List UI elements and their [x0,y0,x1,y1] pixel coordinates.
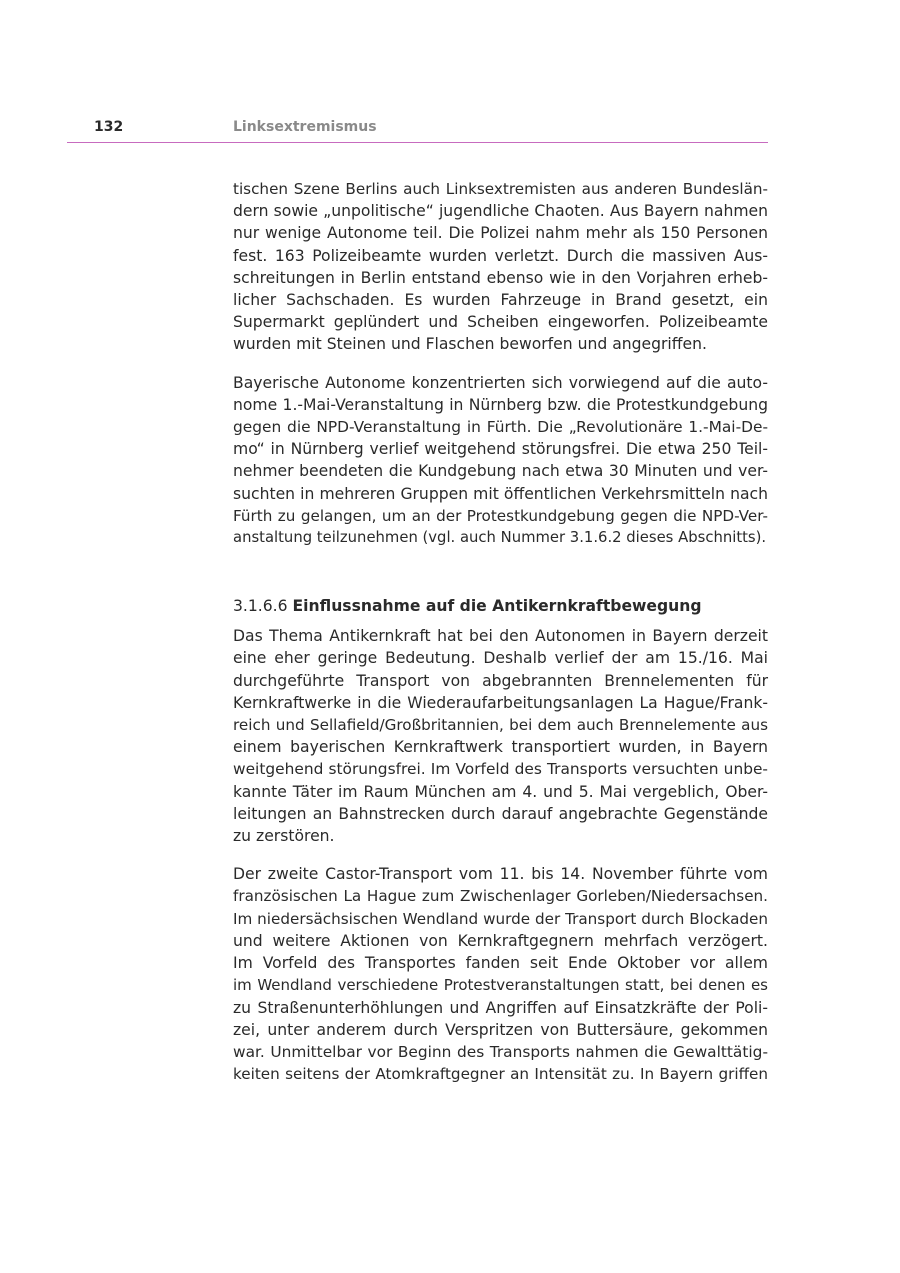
running-title: Linksextremismus [233,119,377,135]
paragraph-1 [233,178,768,356]
text-line: Bayerische Autonome konzentrierten sich vorwiegend auf die auto- [233,373,768,392]
text-line: keiten seitens der Atomkraftgegner an Intensität zu. In Bayern griffen [233,1065,768,1084]
text-line: durchgeführte Transport von abgebrannten Brennelementen für [233,671,768,690]
paragraph-4 [233,863,768,1085]
text-line: eine eher geringe Bedeutung. Deshalb verlief der am 15./16. Mai [233,649,768,668]
text-line: tischen Szene Berlins auch Linksextremisten aus anderen Bundeslän- [233,180,768,198]
text-line: mo“ in Nürnberg verlief weitgehend störungsfrei. Die etwa 250 Teil- [233,440,768,459]
text-line: Das Thema Antikernkraft hat bei den Autonomen in Bayern derzeit [233,627,768,646]
text-line: nur wenige Autonome teil. Die Polizei nahm mehr als 150 Personen [233,224,768,243]
text-line: einem bayerischen Kernkraftwerk transportiert wurden, in Bayern [233,738,768,757]
text-line: nehmer beendeten die Kundgebung nach etwa 30 Minuten und ver- [233,462,768,481]
text-line: licher Sachschaden. Es wurden Fahrzeuge in Brand gesetzt, ein [233,291,768,310]
text-line: und weitere Aktionen von Kernkraftgegnern mehrfach verzögert. [233,931,768,950]
text-line: Fürth zu gelangen, um an der Protestkundgebung gegen die NPD-Ver- [233,506,768,525]
text-line: nome 1.-Mai-Veranstaltung in Nürnberg bzw. die Protestkundgebung [233,395,768,414]
text-line: leitungen an Bahnstrecken durch darauf angebrachte Gegenstände [233,804,768,823]
text-line: Supermarkt geplündert und Scheiben eingeworfen. Polizeibeamte [233,313,768,332]
text-line: zu zerstören. [233,827,335,846]
text-line: kannte Täter im Raum München am 4. und 5. Mai vergeblich, Ober- [233,782,768,801]
text-line: Im niedersächsischen Wendland wurde der Transport durch Blockaden [233,909,768,928]
text-line: im Wendland verschiedene Protestveranstaltungen statt, bei denen es [233,976,768,995]
text-line: war. Unmittelbar vor Beginn des Transports nahmen die Gewalttätig- [233,1042,768,1061]
paragraph-2 [233,372,768,550]
text-line: französischen La Hague zum Zwischenlager Gorleben/Niedersachsen. [233,887,768,906]
text-line: anstaltung teilzunehmen (vgl. auch Nummer 3.1.6.2 dieses Abschnitts). [233,529,767,547]
text-line: gegen die NPD-Veranstaltung in Fürth. Die „Revolutionäre 1.-Mai-De- [233,418,768,437]
text-line: schreitungen in Berlin entstand ebenso wie in den Vorjahren erheb- [233,268,768,287]
text-line: wurden mit Steinen und Flaschen beworfen und angegriffen. [233,335,707,354]
text-line: Kernkraftwerke in die Wiederaufarbeitungsanlagen La Hague/Frank- [233,693,768,712]
body-text [233,178,768,1101]
text-line: suchten in mehreren Gruppen mit öffentlichen Verkehrsmitteln nach [233,484,768,503]
text-line: dern sowie „unpolitische“ jugendliche Chaoten. Aus Bayern nahmen [233,202,768,221]
text-line: weitgehend störungsfrei. Im Vorfeld des Transports versuchten unbe- [233,760,768,779]
text-line: Im Vorfeld des Transportes fanden seit Ende Oktober vor allem [233,954,768,973]
text-line: zu Straßenunterhöhlungen und Angriffen auf Einsatzkräfte der Poli- [233,998,768,1017]
text-line: reich und Sellafield/Großbritannien, bei dem auch Brennelemente aus [233,716,768,735]
text-line: Der zweite Castor-Transport vom 11. bis 14. November führte vom [233,865,768,884]
paragraph-3 [233,625,768,847]
page-header [67,116,768,143]
text-line: fest. 163 Polizeibeamte wurden verletzt. Durch die massiven Aus- [233,246,768,265]
page-number: 132 [94,119,124,135]
section-heading [233,595,768,617]
section-title: Einflussnahme auf die Antikernkraftbewegung [292,597,702,616]
section-number: 3.1.6.6 [233,597,288,616]
text-line: zei, unter anderem durch Verspritzen von Buttersäure, gekommen [233,1020,768,1039]
